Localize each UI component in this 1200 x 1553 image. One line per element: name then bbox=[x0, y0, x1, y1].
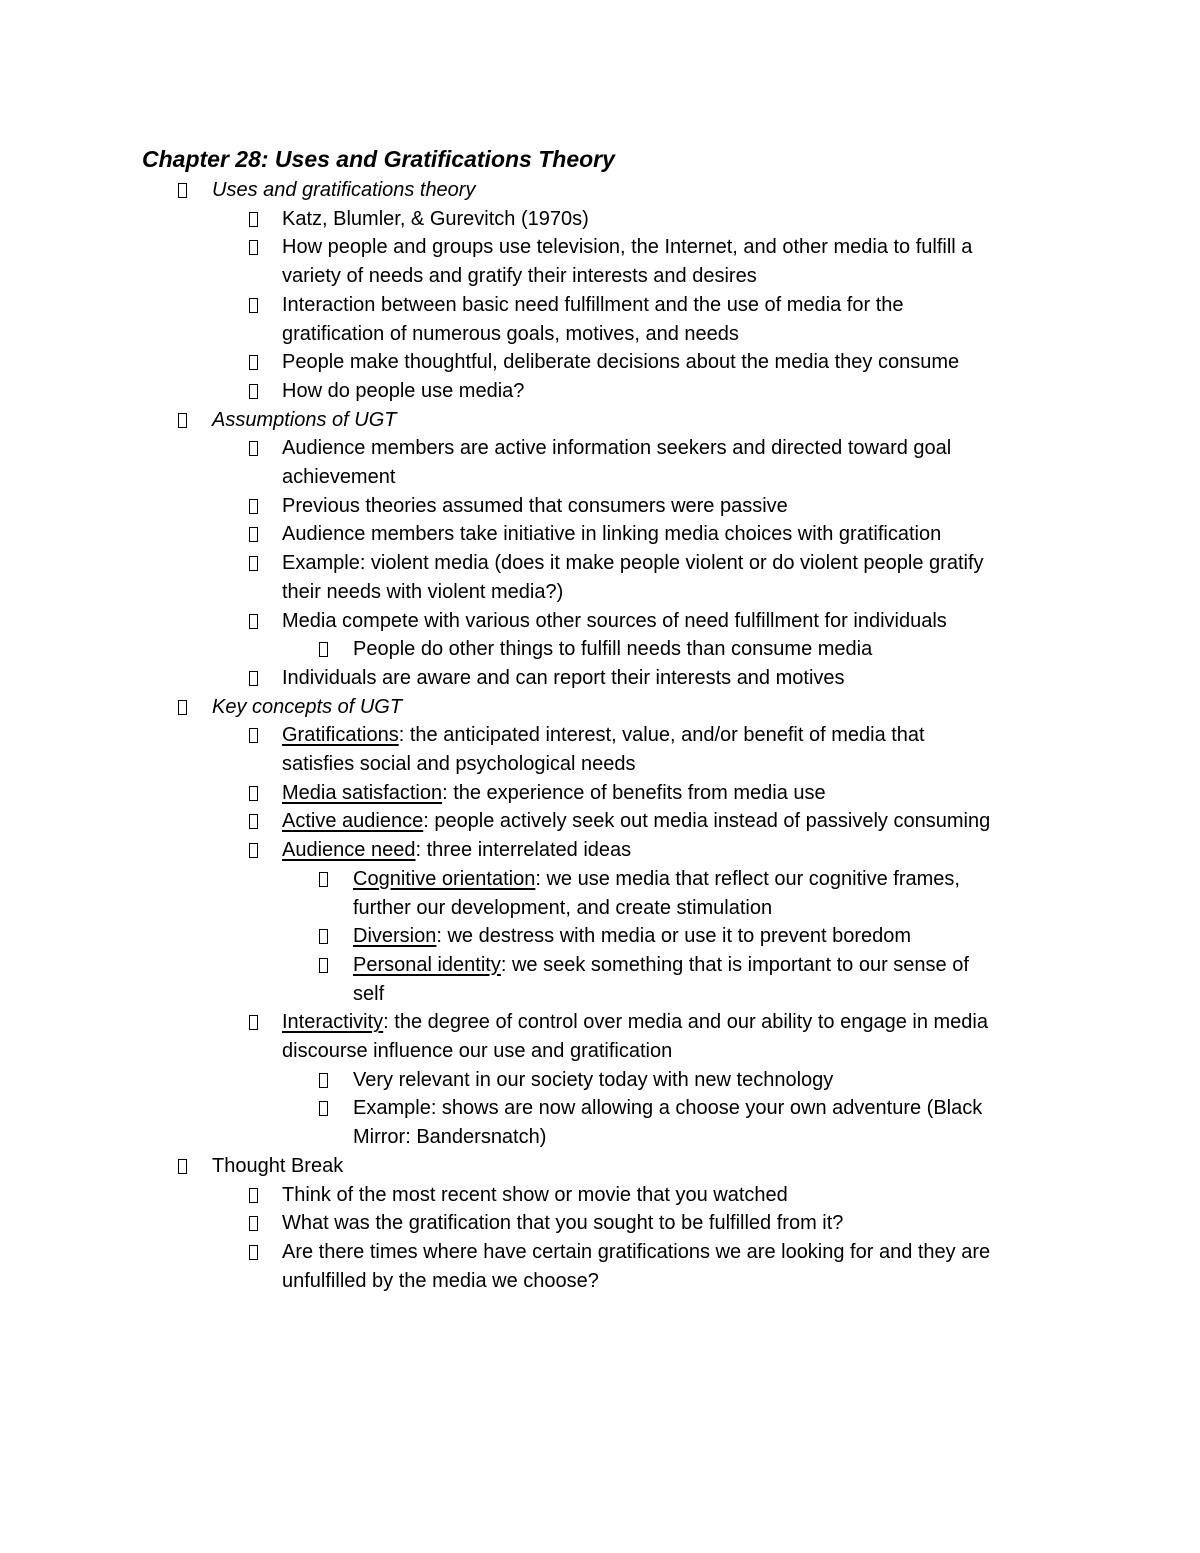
outline-text: unfulfilled by the media we choose? bbox=[282, 1269, 599, 1292]
bullet-icon bbox=[249, 614, 258, 629]
outline-item-level-2 bbox=[282, 607, 947, 636]
outline-text: self bbox=[353, 982, 385, 1005]
outline-text: discourse influence our use and gratification bbox=[282, 1040, 673, 1062]
outline-item-level-2 bbox=[282, 1008, 988, 1037]
key-term: Gratifications bbox=[282, 724, 399, 747]
outline-text: People make thoughtful, deliberate decisions about the media they consume bbox=[282, 351, 960, 374]
outline-item-level-2 bbox=[282, 836, 631, 865]
outline-text: satisfies social and psychological needs bbox=[282, 753, 636, 775]
key-term: Cognitive orientation bbox=[353, 867, 536, 890]
outline-item-level-3 bbox=[353, 980, 384, 1009]
bullet-icon bbox=[249, 384, 258, 399]
outline-text: How do people use media? bbox=[282, 379, 525, 402]
outline-text: Example: shows are now allowing a choose your own adventure (Black bbox=[353, 1097, 983, 1120]
outline-text: achievement bbox=[282, 466, 396, 488]
outline-text: : the experience of benefits from media use bbox=[442, 781, 826, 804]
outline-item-level-2 bbox=[282, 233, 972, 262]
outline-item-level-2 bbox=[282, 1238, 990, 1267]
outline-text: Are there times where have certain gratifications we are looking for and they are bbox=[282, 1240, 991, 1263]
bullet-icon bbox=[249, 786, 258, 801]
outline-item-level-3 bbox=[353, 1094, 982, 1123]
outline-text: Previous theories assumed that consumers were passive bbox=[282, 494, 788, 517]
outline-item-level-2 bbox=[282, 721, 925, 750]
outline-item-level-3 bbox=[353, 922, 911, 951]
outline-text: : we use media that reflect our cognitive frames, bbox=[535, 867, 960, 890]
bullet-icon bbox=[178, 700, 187, 715]
bullet-icon bbox=[319, 929, 328, 944]
outline-text: : three interrelated ideas bbox=[415, 839, 632, 862]
outline-item-level-2 bbox=[282, 1267, 599, 1296]
outline-item-level-2 bbox=[282, 1209, 843, 1238]
bullet-icon bbox=[319, 872, 328, 887]
bullet-icon bbox=[249, 1245, 258, 1260]
outline-item-level-3 bbox=[353, 635, 872, 664]
bullet-icon bbox=[178, 183, 187, 198]
outline-item-level-2 bbox=[282, 205, 589, 234]
outline-text: What was the gratification that you sought to be fulfilled from it? bbox=[282, 1212, 844, 1235]
outline-item-level-2 bbox=[282, 348, 959, 377]
outline-text: gratification of numerous goals, motives, and needs bbox=[282, 322, 739, 345]
bullet-icon bbox=[249, 1015, 258, 1030]
outline-text: Interaction between basic need fulfillment and the use of media for the bbox=[282, 293, 904, 316]
outline-item-level-2 bbox=[282, 807, 990, 836]
outline-text: Audience members are active information seekers and directed toward goal bbox=[282, 437, 952, 460]
outline-text: Audience members take initiative in linking media choices with gratification bbox=[282, 523, 942, 546]
bullet-icon bbox=[249, 814, 258, 829]
outline-item-level-2 bbox=[282, 1181, 788, 1210]
key-term: Interactivity bbox=[282, 1011, 384, 1034]
outline-text: their needs with violent media?) bbox=[282, 580, 564, 603]
outline-text: Example: violent media (does it make people violent or do violent people gratify bbox=[282, 552, 984, 575]
outline-text: Assumptions of UGT bbox=[212, 408, 397, 431]
outline-item-level-2 bbox=[282, 434, 951, 463]
key-term: Media satisfaction bbox=[282, 781, 443, 804]
key-term: Active audience bbox=[282, 810, 424, 833]
outline-text: : the degree of control over media and our ability to engage in media bbox=[383, 1011, 988, 1034]
outline-text: People do other things to fulfill needs than consume media bbox=[353, 638, 873, 661]
outline-text: Mirror: Bandersnatch) bbox=[353, 1126, 547, 1149]
key-term: Audience need bbox=[282, 839, 416, 862]
outline-item-level-2 bbox=[282, 1037, 672, 1066]
page-title: Chapter 28: Uses and Gratifications Theory bbox=[142, 146, 615, 172]
outline-item-level-1 bbox=[212, 693, 402, 722]
bullet-icon bbox=[249, 441, 258, 456]
bullet-icon bbox=[249, 671, 258, 686]
outline-item-level-2 bbox=[282, 377, 524, 406]
outline-item-level-1 bbox=[212, 1152, 343, 1181]
bullet-icon bbox=[178, 1159, 187, 1174]
outline-item-level-2 bbox=[282, 750, 636, 779]
outline-item-level-3 bbox=[353, 951, 969, 980]
outline-item-level-2 bbox=[282, 549, 984, 578]
bullet-icon bbox=[178, 413, 187, 428]
bullet-icon bbox=[249, 1216, 258, 1231]
outline-text: Think of the most recent show or movie that you watched bbox=[282, 1183, 788, 1206]
bullet-icon bbox=[249, 556, 258, 571]
bullet-icon bbox=[249, 212, 258, 227]
key-term: Diversion bbox=[353, 925, 437, 948]
bullet-icon bbox=[249, 527, 258, 542]
outline-text: Katz, Blumler, & Gurevitch (1970s) bbox=[282, 207, 589, 230]
outline-item-level-2 bbox=[282, 664, 845, 693]
outline-text: : the anticipated interest, value, and/or benefit of media that bbox=[398, 724, 925, 747]
outline-item-level-3 bbox=[353, 894, 772, 923]
bullet-icon bbox=[249, 728, 258, 743]
key-term: Personal identity bbox=[353, 953, 501, 976]
outline-text: Individuals are aware and can report their interests and motives bbox=[282, 666, 845, 689]
outline-text: How people and groups use television, the Internet, and other media to fulfill a bbox=[282, 236, 973, 259]
bullet-icon bbox=[249, 355, 258, 370]
outline-item-level-2 bbox=[282, 463, 395, 492]
outline-text: : we seek something that is important to our sense of bbox=[500, 953, 969, 976]
outline-text: Media compete with various other sources of need fulfillment for individuals bbox=[282, 609, 947, 632]
bullet-icon bbox=[249, 240, 258, 255]
outline-text: : we destress with media or use it to prevent boredom bbox=[436, 925, 912, 948]
bullet-icon bbox=[249, 843, 258, 858]
outline-item-level-2 bbox=[282, 320, 739, 349]
outline-item-level-3 bbox=[353, 1066, 833, 1095]
outline-text: variety of needs and gratify their interests and desires bbox=[282, 265, 757, 288]
outline-text: Key concepts of UGT bbox=[212, 695, 403, 718]
bullet-icon bbox=[249, 499, 258, 514]
outline-text: Thought Break bbox=[212, 1154, 344, 1177]
outline-item-level-2 bbox=[282, 520, 941, 549]
bullet-icon bbox=[249, 298, 258, 313]
outline-item-level-3 bbox=[353, 865, 960, 894]
bullet-icon bbox=[319, 958, 328, 973]
bullet-icon bbox=[319, 1073, 328, 1088]
outline-item-level-2 bbox=[282, 262, 757, 291]
bullet-icon bbox=[319, 642, 328, 657]
outline-text: further our development, and create stimulation bbox=[353, 896, 773, 919]
outline-item-level-2 bbox=[282, 291, 904, 320]
bullet-icon bbox=[249, 1188, 258, 1203]
outline-item-level-3 bbox=[353, 1123, 546, 1152]
outline-item-level-1 bbox=[212, 176, 475, 205]
outline-text: Very relevant in our society today with new technology bbox=[353, 1068, 834, 1091]
outline-text: : people actively seek out media instead of passively consuming bbox=[423, 810, 991, 833]
outline-item-level-1 bbox=[212, 406, 397, 435]
outline-item-level-2 bbox=[282, 578, 563, 607]
bullet-icon bbox=[319, 1101, 328, 1116]
outline-item-level-2 bbox=[282, 779, 826, 808]
outline-item-level-2 bbox=[282, 492, 788, 521]
outline-text: Uses and gratifications theory bbox=[212, 179, 476, 201]
